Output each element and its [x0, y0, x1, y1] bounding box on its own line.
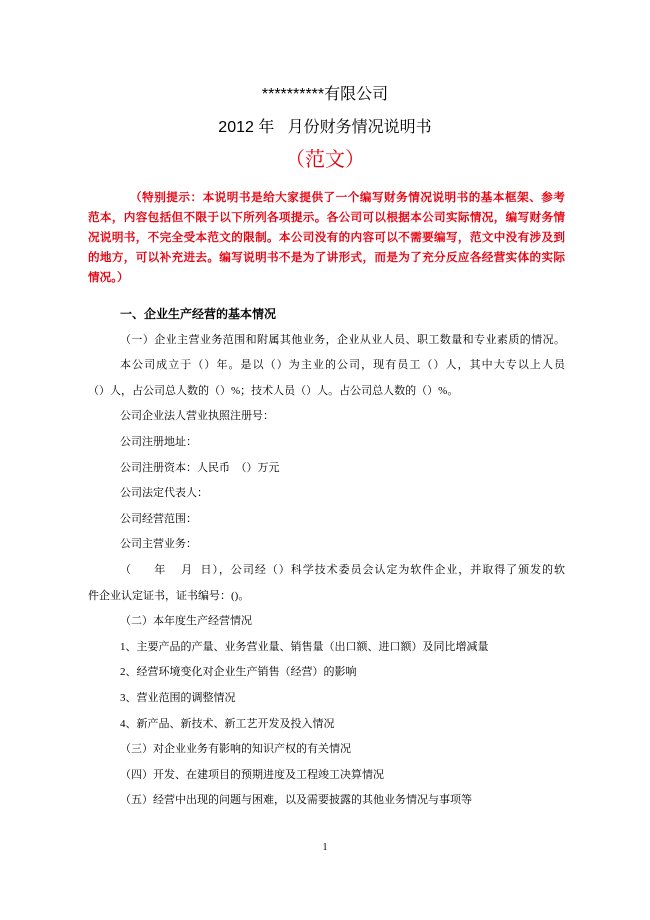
- page-number: 1: [322, 842, 328, 853]
- subsection-1-heading: （一）企业主营业务范围和附属其他业务，企业从业人员、职工数量和专业素质的情况。: [120, 333, 565, 346]
- sample-label: （范文）: [285, 149, 365, 171]
- subsection-3-heading: （三）对企业业务有影响的知识产权的有关情况: [120, 743, 351, 756]
- company-intro-line: （）人，占公司总人数的（）%；技术人员（）人。占公司总人数的（）%。: [88, 384, 459, 397]
- business-scope-field: 公司经营范围：: [120, 512, 197, 525]
- notice-line: 情况。）: [88, 271, 129, 284]
- registered-address-field: 公司注册地址：: [120, 435, 197, 448]
- subsection-2-item: 3、营业范围的调整情况: [120, 691, 236, 704]
- notice-line: 范本，内容包括但不限于以下所列各项提示。各公司可以根据本公司实际情况，编写财务情: [88, 211, 565, 224]
- company-intro-line: 本公司成立于（）年。是以（）为主业的公司，现有员工（）人，其中大专以上人员: [120, 359, 565, 372]
- main-business-field: 公司主营业务：: [120, 538, 197, 551]
- special-notice: [88, 188, 565, 288]
- registration-number-field: 公司企业法人营业执照注册号：: [120, 410, 274, 423]
- section-basic-info: [88, 302, 565, 814]
- subsection-4-heading: （四）开发、在建项目的预期进度及工程竣工决算情况: [120, 768, 384, 781]
- subsection-2-item: 4、新产品、新技术、新工艺开发及投入情况: [120, 717, 335, 730]
- notice-line: 况说明书，不完全受本范文的限制。本公司没有的内容可以不需要编写，范文中没有涉及到: [88, 231, 565, 244]
- software-certification-line: 件企业认定证书，证书编号：()。: [88, 589, 250, 602]
- subsection-2-heading: （二）本年度生产经营情况: [120, 615, 252, 628]
- subsection-2-item: 1、主要产品的产量、业务营业量、销售量（出口额、进口额）及同比增减量: [120, 640, 489, 653]
- notice-line: （特别提示：本说明书是给大家提供了一个编写财务情况说明书的基本框架、参考: [130, 191, 565, 204]
- report-title: 2012 年 月份财务情况说明书: [218, 119, 432, 136]
- section-heading: 一、企业生产经营的基本情况: [120, 307, 277, 321]
- registered-capital-field: 公司注册资本：人民币 （）万元: [120, 461, 280, 474]
- notice-line: 的地方，可以补充进去。编写说明书不是为了讲形式，而是为了充分反应各经营实体的实际: [88, 251, 565, 264]
- company-name-title: **********有限公司: [261, 86, 389, 103]
- subsection-2-item: 2、经营环境变化对企业生产销售（经营）的影响: [120, 666, 357, 679]
- legal-representative-field: 公司法定代表人：: [120, 487, 208, 500]
- software-certification-line: （ 年 月 日），公司经（）科学技术委员会认定为软件企业，并取得了颁发的软: [120, 563, 565, 576]
- subsection-5-heading: （五）经营中出现的问题与困难，以及需要披露的其他业务情况与事项等: [120, 794, 472, 807]
